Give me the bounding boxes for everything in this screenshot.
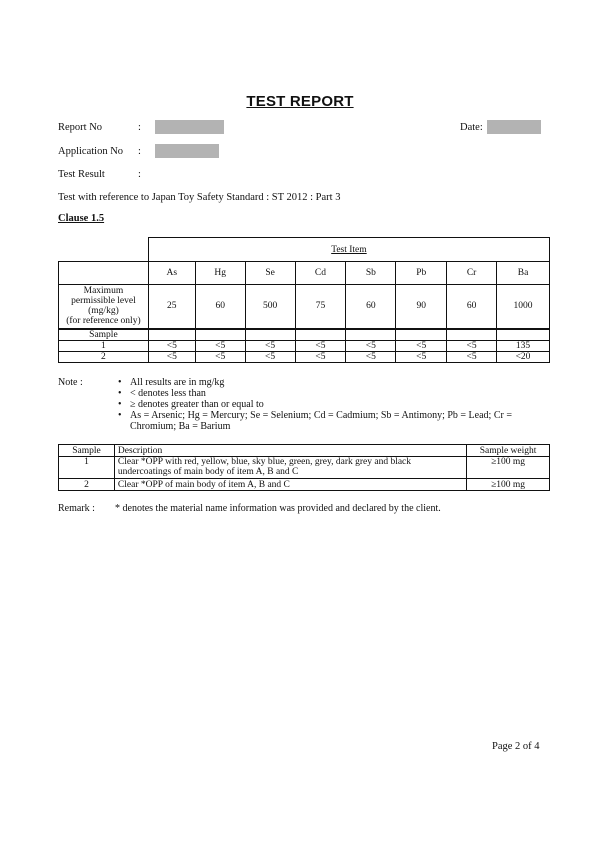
limit-value: 500 — [245, 285, 295, 329]
table-row — [59, 340, 550, 351]
remark — [58, 503, 441, 514]
result-value: <5 — [148, 351, 195, 362]
result-value: <5 — [245, 340, 295, 351]
result-value: <5 — [447, 351, 497, 362]
report-no-label: Report No — [58, 122, 103, 133]
result-value: <5 — [148, 340, 195, 351]
sample-description: Clear *OPP with red, yellow, blue, sky blue, green, grey, dark grey and black undercoatings of main body of item A, B and C — [114, 457, 466, 479]
description-header: Description — [114, 445, 466, 457]
redacted-date — [487, 120, 541, 134]
result-value: <5 — [245, 351, 295, 362]
result-value: <5 — [195, 351, 245, 362]
limit-value: 60 — [346, 285, 396, 329]
element-header: Sb — [346, 262, 396, 285]
note-label: Note : — [58, 377, 83, 388]
table-row — [59, 351, 550, 362]
redacted-application-no — [155, 144, 219, 158]
result-value: <5 — [295, 351, 346, 362]
reference-standard: Test with reference to Japan Toy Safety Standard : ST 2012 : Part 3 — [58, 192, 341, 203]
note-item: • All results are in mg/kg — [118, 377, 558, 388]
test-item-header: Test Item — [148, 238, 549, 262]
sample-number: 2 — [59, 351, 149, 362]
remark-text: * denotes the material name information was provided and declared by the client. — [115, 503, 441, 514]
limit-value: 75 — [295, 285, 346, 329]
colon: : — [138, 169, 141, 180]
redacted-report-no — [155, 120, 224, 134]
limit-label-line: (mg/kg) — [88, 306, 119, 317]
table-row — [59, 457, 550, 479]
sample-header: Sample — [59, 445, 115, 457]
element-header: Cr — [447, 262, 497, 285]
sample-weight: ≥100 mg — [467, 479, 550, 491]
clause-heading: Clause 1.5 — [58, 213, 105, 224]
element-header: Ba — [497, 262, 550, 285]
test-result-label: Test Result — [58, 169, 105, 180]
table-row — [59, 238, 550, 262]
table-row — [59, 445, 550, 457]
sample-weight: ≥100 mg — [467, 457, 550, 479]
sample-description: Clear *OPP of main body of item A, B and C — [114, 479, 466, 491]
note-item: • ≥ denotes greater than or equal to — [118, 399, 558, 410]
table-row — [59, 262, 550, 285]
remark-label: Remark : — [58, 503, 95, 514]
table-row — [59, 285, 550, 329]
limit-value: 60 — [195, 285, 245, 329]
result-value: <5 — [346, 340, 396, 351]
colon: : — [138, 146, 141, 157]
page-number: Page 2 of 4 — [492, 741, 540, 752]
result-value: <5 — [396, 340, 447, 351]
page-title: TEST REPORT — [246, 93, 354, 110]
report-no-row — [58, 122, 158, 133]
notes-list — [118, 377, 558, 432]
element-header: Pb — [396, 262, 447, 285]
empty-cell — [59, 238, 149, 262]
result-value: <5 — [295, 340, 346, 351]
result-value: <5 — [447, 340, 497, 351]
table-row — [59, 479, 550, 491]
element-header: Hg — [195, 262, 245, 285]
limit-value: 25 — [148, 285, 195, 329]
element-header: Se — [245, 262, 295, 285]
application-no-row — [58, 146, 158, 157]
weight-header: Sample weight — [467, 445, 550, 457]
limit-label-line: Maximum — [83, 286, 124, 297]
application-no-label: Application No — [58, 146, 124, 157]
date-label: Date: — [460, 122, 483, 133]
sample-number: 2 — [59, 479, 115, 491]
result-value: 135 — [497, 340, 550, 351]
limit-label-line: permissible level — [71, 296, 136, 307]
limit-value: 1000 — [497, 285, 550, 329]
sample-description-table — [58, 444, 550, 491]
limit-label — [59, 285, 149, 329]
sample-label: Sample — [59, 329, 149, 341]
results-table — [58, 237, 550, 363]
result-value: <5 — [346, 351, 396, 362]
limit-value: 60 — [447, 285, 497, 329]
element-header: As — [148, 262, 195, 285]
note-item: • < denotes less than — [118, 388, 558, 399]
result-value: <5 — [195, 340, 245, 351]
colon: : — [138, 122, 141, 133]
limit-label-line: (for reference only) — [66, 316, 141, 327]
result-value: <5 — [396, 351, 447, 362]
result-value: <20 — [497, 351, 550, 362]
note-item: • As = Arsenic; Hg = Mercury; Se = Selenium; Cd = Cadmium; Sb = Antimony; Pb = Lead; Cr = Chromium; Ba = Barium — [118, 410, 558, 432]
sample-number: 1 — [59, 340, 149, 351]
sample-number: 1 — [59, 457, 115, 479]
limit-value: 90 — [396, 285, 447, 329]
test-result-row — [58, 169, 158, 180]
empty-cell — [59, 262, 149, 285]
element-header: Cd — [295, 262, 346, 285]
table-row — [59, 329, 550, 341]
